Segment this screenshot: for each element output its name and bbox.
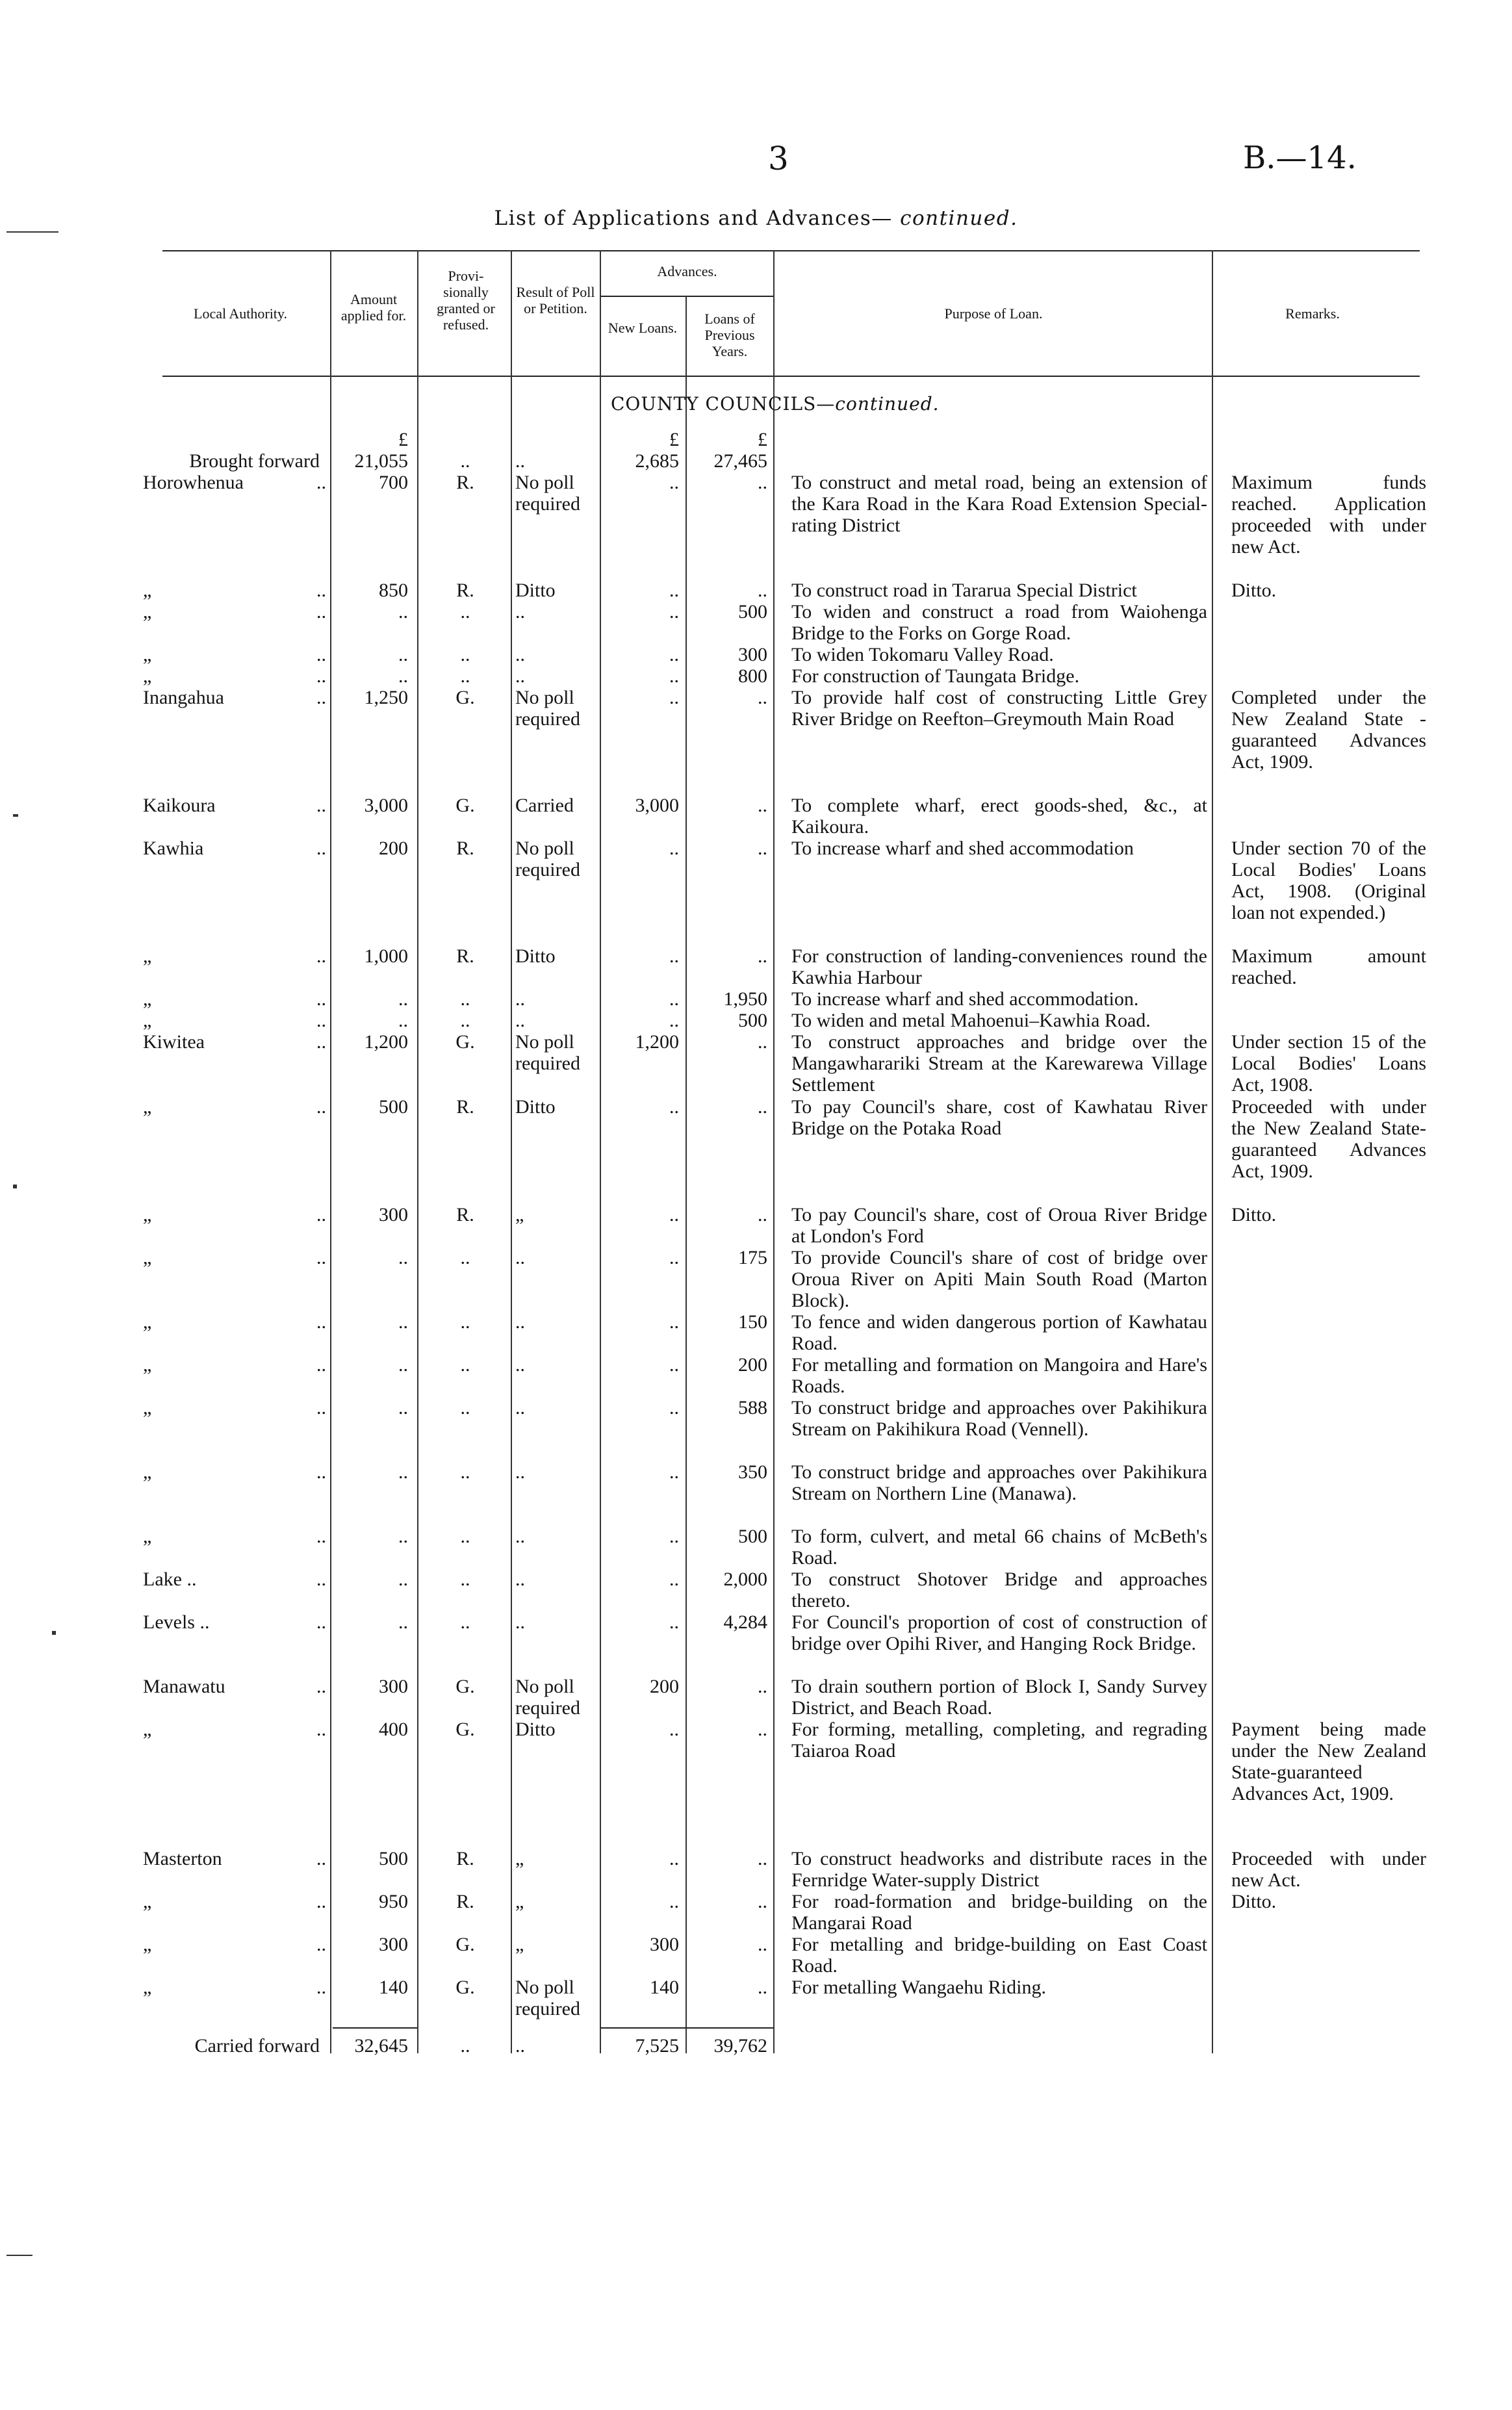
provisional-cell: R.	[456, 1891, 474, 1912]
leader-dots: ..	[316, 1977, 326, 1998]
provisional-cell: ..	[460, 1611, 470, 1633]
authority-cell: Kawhia	[143, 838, 204, 859]
provisional-cell: ..	[460, 450, 470, 472]
amount-cell: 32,645	[354, 2035, 408, 2057]
amount-cell: 300	[379, 1934, 408, 1955]
authority-cell: „	[143, 1719, 152, 1740]
leader-dots: ..	[316, 1848, 326, 1869]
leader-dots: ..	[316, 580, 326, 601]
header-new-loans: New Loans.	[608, 320, 678, 336]
provisional-cell: G.	[455, 1031, 475, 1053]
provisional-cell: ..	[460, 988, 470, 1010]
amount-cell: ..	[398, 1461, 408, 1483]
amount-cell: 500	[379, 1096, 408, 1118]
result-cell: ..	[515, 1247, 525, 1268]
previous-loans-cell: ..	[758, 1096, 767, 1118]
authority-cell: „	[143, 1010, 152, 1031]
previous-loans-cell: 2,000	[723, 1569, 767, 1590]
result-cell: No poll required	[515, 838, 580, 880]
new-loans-cell: ..	[669, 945, 679, 967]
purpose-cell: For Council's proportion of cost of construction of bridge over Opihi River, and Hanging Rock Bridge.	[791, 1611, 1207, 1654]
new-loans-cell: ..	[669, 838, 679, 859]
provisional-cell: ..	[460, 644, 470, 665]
result-cell: Ditto	[515, 1096, 556, 1118]
amount-cell: ..	[398, 601, 408, 622]
header-local-authority: Local Authority.	[194, 305, 287, 322]
amount-cell: 1,250	[364, 687, 408, 708]
new-loans-cell: ..	[669, 1569, 679, 1590]
purpose-cell: To construct bridge and approaches over Pakihikura Stream on Pakihikura Road (Vennell).	[791, 1397, 1207, 1440]
provisional-cell: G.	[455, 1676, 475, 1697]
authority-cell: Kiwitea	[143, 1031, 205, 1053]
authority-cell: „	[143, 1461, 152, 1483]
previous-loans-cell: ..	[758, 1676, 767, 1697]
previous-loans-cell: 500	[738, 601, 767, 622]
edge-mark	[13, 814, 18, 817]
provisional-cell: ..	[460, 2035, 470, 2057]
amount-cell: ..	[398, 1526, 408, 1547]
new-loans-cell: ..	[669, 472, 679, 493]
title-main: List of Applications and Advances—	[494, 207, 893, 230]
amount-cell: ..	[398, 988, 408, 1010]
amount-cell: ..	[398, 1311, 408, 1333]
new-loans-cell: 140	[650, 1977, 679, 1998]
leader-dots: ..	[316, 838, 326, 859]
result-cell: ..	[515, 1569, 525, 1590]
remarks-cell: Under section 15 of the Local Bodies' Loans Act, 1908.	[1231, 1031, 1426, 1096]
leader-dots: ..	[316, 1526, 326, 1547]
amount-cell: 300	[379, 1204, 408, 1225]
leader-dots: ..	[316, 1891, 326, 1912]
authority-cell: Kaikoura	[143, 795, 216, 816]
previous-loans-cell: 200	[738, 1354, 767, 1376]
authority-cell: Horowhenua	[143, 472, 244, 493]
purpose-cell: For metalling and bridge-building on East Coast Road.	[791, 1934, 1207, 1977]
provisional-cell: ..	[460, 1526, 470, 1547]
previous-loans-cell: ..	[758, 795, 767, 816]
authority-cell: „	[143, 1096, 152, 1118]
provisional-cell: G.	[455, 1977, 475, 1998]
purpose-cell: For road-formation and bridge-building on the Mangarai Road	[791, 1891, 1207, 1934]
amount-cell: 950	[379, 1891, 408, 1912]
previous-loans-cell: 1,950	[723, 988, 767, 1010]
previous-loans-cell: ..	[758, 1031, 767, 1053]
amount-cell: 3,000	[364, 795, 408, 816]
new-loans-cell: ..	[669, 687, 679, 708]
new-loans-cell: ..	[669, 1526, 679, 1547]
column-rule	[600, 250, 601, 2053]
result-cell: „	[515, 1891, 524, 1912]
header-remarks: Remarks.	[1285, 305, 1340, 322]
authority-cell: Masterton	[143, 1848, 222, 1869]
authority-cell: „	[143, 945, 152, 967]
leader-dots: ..	[316, 665, 326, 687]
previous-loans-cell: ..	[758, 945, 767, 967]
purpose-cell: For construction of Taungata Bridge.	[791, 665, 1080, 687]
column-rule	[417, 250, 418, 2053]
result-cell: „	[515, 1934, 524, 1955]
leader-dots: ..	[316, 1204, 326, 1225]
amount-cell: 1,200	[364, 1031, 408, 1053]
leader-dots: ..	[316, 1010, 326, 1031]
header-result: Result of Poll or Petition.	[516, 284, 595, 316]
new-loans-cell: ..	[669, 1611, 679, 1633]
authority-cell: „	[143, 665, 152, 687]
previous-loans-cell: ..	[758, 472, 767, 493]
previous-loans-cell: 27,465	[713, 450, 767, 472]
previous-loans-cell: ..	[758, 1934, 767, 1955]
header-loans-previous: Loans of Previous Years.	[704, 311, 755, 359]
new-loans-cell: 1,200	[635, 1031, 679, 1053]
provisional-cell: R.	[456, 838, 474, 859]
authority-cell: „	[143, 1934, 152, 1955]
new-loans-cell: ..	[669, 580, 679, 601]
purpose-cell: To construct Shotover Bridge and approaches thereto.	[791, 1569, 1207, 1611]
amount-cell: 850	[379, 580, 408, 601]
result-cell: Carried	[515, 795, 574, 816]
previous-loans-cell: ..	[758, 1977, 767, 1998]
edge-mark	[6, 231, 58, 233]
provisional-cell: ..	[460, 1397, 470, 1418]
section-suffix: continued.	[835, 393, 940, 415]
result-cell: ..	[515, 988, 525, 1010]
provisional-cell: ..	[460, 1354, 470, 1376]
provisional-cell: R.	[456, 1848, 474, 1869]
result-cell: ..	[515, 601, 525, 622]
new-loans-cell: ..	[669, 1354, 679, 1376]
amount-cell: ..	[398, 1397, 408, 1418]
purpose-cell: To widen and construct a road from Waiohenga Bridge to the Forks on Gorge Road.	[791, 601, 1207, 644]
authority-cell: „	[143, 1891, 152, 1912]
provisional-cell: ..	[460, 1569, 470, 1590]
table-top-rule	[162, 250, 1420, 251]
previous-loans-cell: 175	[738, 1247, 767, 1268]
header-bottom-rule	[162, 376, 1420, 377]
header-purpose: Purpose of Loan.	[944, 305, 1043, 322]
result-cell: ..	[515, 644, 525, 665]
previous-loans-cell: ..	[758, 687, 767, 708]
authority-cell: „	[143, 601, 152, 622]
new-loans-cell: ..	[669, 1096, 679, 1118]
new-loans-cell: ..	[669, 601, 679, 622]
amount-cell: 140	[379, 1977, 408, 1998]
provisional-cell: R.	[456, 1096, 474, 1118]
authority-cell: „	[143, 1397, 152, 1418]
leader-dots: ..	[316, 1311, 326, 1333]
provisional-cell: G.	[455, 1934, 475, 1955]
result-cell: No poll required	[515, 472, 580, 515]
authority-cell: „	[143, 580, 152, 601]
provisional-cell: ..	[460, 665, 470, 687]
authority-cell: „	[143, 988, 152, 1010]
total-rule	[333, 2027, 417, 2029]
new-loans-cell: ..	[669, 1247, 679, 1268]
provisional-cell: R.	[456, 945, 474, 967]
new-loans-cell: 300	[650, 1934, 679, 1955]
result-cell: ..	[515, 1526, 525, 1547]
result-cell: ..	[515, 665, 525, 687]
purpose-cell: To pay Council's share, cost of Oroua River Bridge at London's Ford	[791, 1204, 1207, 1247]
leader-dots: ..	[316, 1397, 326, 1418]
leader-dots: ..	[316, 1611, 326, 1633]
result-cell: Ditto	[515, 580, 556, 601]
provisional-cell: ..	[460, 1247, 470, 1268]
amount-cell: 1,000	[364, 945, 408, 967]
purpose-cell: To construct bridge and approaches over Pakihikura Stream on Northern Line (Manawa).	[791, 1461, 1207, 1504]
new-loans-cell: ..	[669, 1891, 679, 1912]
remarks-cell: Maximum funds reached. Application proceeded with under new Act.	[1231, 472, 1426, 558]
previous-loans-cell: 150	[738, 1311, 767, 1333]
leader-dots: ..	[316, 945, 326, 967]
previous-loans-cell: 800	[738, 665, 767, 687]
column-rule	[511, 250, 512, 2053]
amount-cell: ..	[398, 1010, 408, 1031]
previous-loans-cell: ..	[758, 1204, 767, 1225]
authority-cell: Lake ..	[143, 1569, 197, 1590]
provisional-cell: R.	[456, 472, 474, 493]
amount-cell: 21,055	[354, 450, 408, 472]
amount-cell: ..	[398, 1354, 408, 1376]
remarks-cell: Under section 70 of the Local Bodies' Loans Act, 1908. (Original loan not expended.)	[1231, 838, 1426, 923]
result-cell: „	[515, 1848, 524, 1869]
previous-loans-cell: 500	[738, 1526, 767, 1547]
header-provisionally: Provi- sionally granted or refused.	[437, 268, 495, 333]
new-loans-cell: ..	[669, 1397, 679, 1418]
section-heading	[611, 393, 940, 415]
amount-cell: ..	[398, 644, 408, 665]
amount-cell: ..	[398, 1247, 408, 1268]
header-amount: Amount applied for.	[340, 291, 407, 324]
purpose-cell: For metalling and formation on Mangoira and Hare's Roads.	[791, 1354, 1207, 1397]
purpose-cell: To complete wharf, erect goods-shed, &c., at Kaikoura.	[791, 795, 1207, 838]
currency-amount: £	[398, 429, 408, 450]
purpose-cell: For metalling Wangaehu Riding.	[791, 1977, 1046, 1998]
provisional-cell: ..	[460, 601, 470, 622]
authority-cell: Inangahua	[143, 687, 224, 708]
purpose-cell: To widen Tokomaru Valley Road.	[791, 644, 1054, 665]
purpose-cell: To increase wharf and shed accommodation	[791, 838, 1134, 859]
currency-previous-loans: £	[758, 429, 767, 450]
remarks-cell: Ditto.	[1231, 1891, 1277, 1912]
leader-dots: ..	[316, 644, 326, 665]
authority-cell: Manawatu	[143, 1676, 225, 1697]
amount-cell: ..	[398, 1611, 408, 1633]
leader-dots: ..	[316, 1354, 326, 1376]
previous-loans-cell: 588	[738, 1397, 767, 1418]
result-cell: ..	[515, 1397, 525, 1418]
purpose-cell: To form, culvert, and metal 66 chains of McBeth's Road.	[791, 1526, 1207, 1569]
new-loans-cell: 2,685	[635, 450, 679, 472]
leader-dots: ..	[316, 601, 326, 622]
edge-mark	[6, 2255, 32, 2256]
document-reference: B.—14.	[1243, 140, 1357, 176]
leader-dots: ..	[316, 795, 326, 816]
authority-cell: „	[143, 1977, 152, 1998]
authority-cell: „	[143, 1526, 152, 1547]
amount-cell: 300	[379, 1676, 408, 1697]
leader-dots: ..	[316, 1676, 326, 1697]
authority-cell: „	[143, 1311, 152, 1333]
remarks-cell: Payment being made under the New Zealand State-guaranteed Advances Act, 1909.	[1231, 1719, 1426, 1804]
result-cell: ..	[515, 1611, 525, 1633]
header-advances: Advances.	[657, 263, 717, 279]
leader-dots: ..	[316, 687, 326, 708]
provisional-cell: G.	[455, 795, 475, 816]
new-loans-cell: ..	[669, 1204, 679, 1225]
leader-dots: ..	[316, 1031, 326, 1053]
amount-cell: 200	[379, 838, 408, 859]
new-loans-cell: ..	[669, 1461, 679, 1483]
new-loans-cell: ..	[669, 988, 679, 1010]
provisional-cell: G.	[455, 687, 475, 708]
provisional-cell: ..	[460, 1461, 470, 1483]
remarks-cell: Completed under the New Zealand State - guaranteed Advances Act, 1909.	[1231, 687, 1426, 773]
column-rule	[773, 250, 775, 2053]
new-loans-cell: ..	[669, 665, 679, 687]
result-cell: ..	[515, 1354, 525, 1376]
new-loans-cell: 7,525	[635, 2035, 679, 2057]
leader-dots: ..	[316, 1569, 326, 1590]
remarks-cell: Maximum amount reached.	[1231, 945, 1426, 988]
purpose-cell: To provide half cost of constructing Little Grey River Bridge on Reefton–Greymouth Main Road	[791, 687, 1207, 730]
new-loans-cell: ..	[669, 1848, 679, 1869]
new-loans-cell: 3,000	[635, 795, 679, 816]
purpose-cell: To widen and metal Mahoenui–Kawhia Road.	[791, 1010, 1151, 1031]
title-suffix: continued.	[900, 207, 1018, 230]
previous-loans-cell: 300	[738, 644, 767, 665]
previous-loans-cell: 39,762	[713, 2035, 767, 2057]
provisional-cell: R.	[456, 580, 474, 601]
authority-cell: „	[143, 644, 152, 665]
purpose-cell: To fence and widen dangerous portion of Kawhatau Road.	[791, 1311, 1207, 1354]
previous-loans-cell: ..	[758, 1891, 767, 1912]
remarks-cell: Proceeded with under new Act.	[1231, 1848, 1426, 1891]
result-cell: ..	[515, 2035, 525, 2057]
purpose-cell: To construct headworks and distribute races in the Fernridge Water-supply District	[791, 1848, 1207, 1891]
purpose-cell: To pay Council's share, cost of Kawhatau River Bridge on the Potaka Road	[791, 1096, 1207, 1139]
result-cell: No poll required	[515, 687, 580, 730]
new-loans-cell: ..	[669, 644, 679, 665]
result-cell: Ditto	[515, 1719, 556, 1740]
provisional-cell: R.	[456, 1204, 474, 1225]
purpose-cell: To provide Council's share of cost of bridge over Oroua River on Apiti Main South Road (Marton Block).	[791, 1247, 1207, 1311]
page-title	[0, 207, 1512, 230]
leader-dots: ..	[316, 1461, 326, 1483]
purpose-cell: For construction of landing-conveniences round the Kawhia Harbour	[791, 945, 1207, 988]
result-cell: „	[515, 1204, 524, 1225]
result-cell: ..	[515, 450, 525, 472]
previous-loans-cell: 350	[738, 1461, 767, 1483]
previous-loans-cell: ..	[758, 1719, 767, 1740]
leader-dots: ..	[316, 472, 326, 493]
new-loans-cell: 200	[650, 1676, 679, 1697]
purpose-cell: To drain southern portion of Block I, Sandy Survey District, and Beach Road.	[791, 1676, 1207, 1719]
previous-loans-cell: 500	[738, 1010, 767, 1031]
authority-cell: Carried forward	[194, 2035, 320, 2057]
column-rule	[1212, 250, 1213, 2053]
edge-mark	[13, 1185, 17, 1188]
leader-dots: ..	[316, 1934, 326, 1955]
authority-cell: Brought forward	[189, 450, 320, 472]
provisional-cell: ..	[460, 1311, 470, 1333]
new-loans-cell: ..	[669, 1311, 679, 1333]
result-cell: ..	[515, 1311, 525, 1333]
amount-cell: 700	[379, 472, 408, 493]
authority-cell: „	[143, 1247, 152, 1268]
amount-cell: 400	[379, 1719, 408, 1740]
authority-cell: Levels ..	[143, 1611, 210, 1633]
advances-rule	[601, 296, 773, 297]
result-cell: Ditto	[515, 945, 556, 967]
new-loans-cell: ..	[669, 1719, 679, 1740]
amount-cell: ..	[398, 1569, 408, 1590]
amount-cell: ..	[398, 665, 408, 687]
leader-dots: ..	[316, 1096, 326, 1118]
purpose-cell: For forming, metalling, completing, and regrading Taiaroa Road	[791, 1719, 1207, 1762]
leader-dots: ..	[316, 1719, 326, 1740]
previous-loans-cell: 4,284	[723, 1611, 767, 1633]
result-cell: No poll required	[515, 1031, 580, 1074]
leader-dots: ..	[316, 1247, 326, 1268]
provisional-cell: ..	[460, 1010, 470, 1031]
currency-new-loans: £	[669, 429, 679, 450]
new-loans-cell: ..	[669, 1010, 679, 1031]
authority-cell: „	[143, 1354, 152, 1376]
edge-mark	[52, 1631, 56, 1635]
previous-loans-cell: ..	[758, 838, 767, 859]
page-number: 3	[768, 140, 789, 177]
column-rule	[686, 296, 687, 2053]
total-rule	[601, 2027, 773, 2029]
purpose-cell: To construct and metal road, being an extension of the Kara Road in the Kara Road Extension Special-rating District	[791, 472, 1207, 536]
previous-loans-cell: ..	[758, 580, 767, 601]
column-rule	[330, 250, 331, 2053]
authority-cell: „	[143, 1204, 152, 1225]
result-cell: ..	[515, 1010, 525, 1031]
section-title: COUNTY COUNCILS—	[611, 393, 836, 415]
purpose-cell: To construct road in Tararua Special District	[791, 580, 1137, 601]
provisional-cell: G.	[455, 1719, 475, 1740]
result-cell: No poll required	[515, 1676, 580, 1719]
amount-cell: 500	[379, 1848, 408, 1869]
previous-loans-cell: ..	[758, 1848, 767, 1869]
remarks-cell: Ditto.	[1231, 580, 1277, 601]
result-cell: No poll required	[515, 1977, 580, 2019]
leader-dots: ..	[316, 988, 326, 1010]
remarks-cell: Ditto.	[1231, 1204, 1277, 1225]
purpose-cell: To increase wharf and shed accommodation.	[791, 988, 1139, 1010]
purpose-cell: To construct approaches and bridge over the Mangawharariki Stream at the Karewarewa Village Settlement	[791, 1031, 1207, 1096]
result-cell: ..	[515, 1461, 525, 1483]
remarks-cell: Proceeded with under the New Zealand State-guaranteed Advances Act, 1909.	[1231, 1096, 1426, 1182]
